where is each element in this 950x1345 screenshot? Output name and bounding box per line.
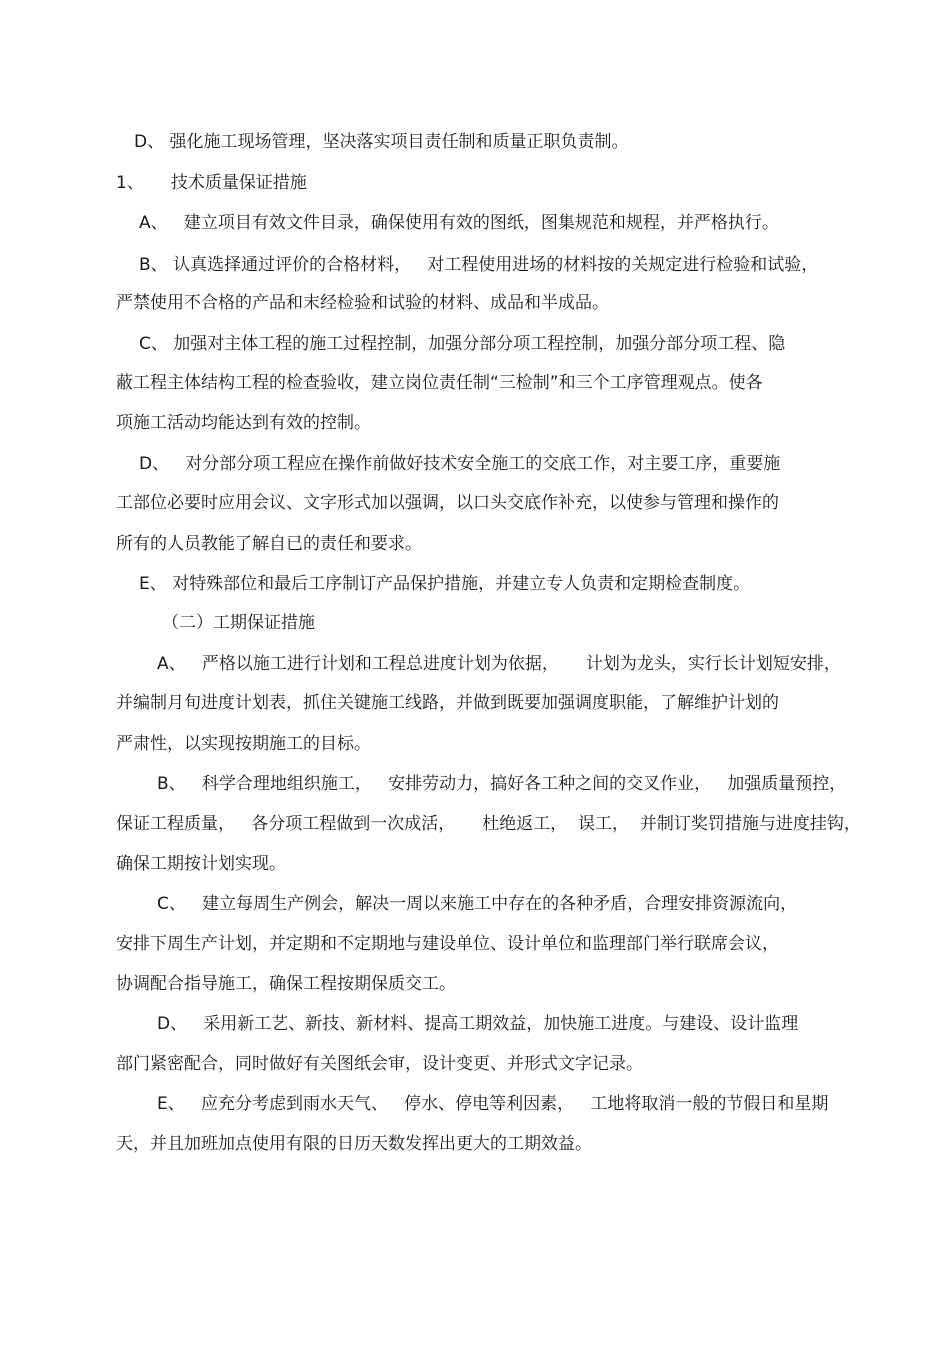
text-line: 安排下周生产计划，并定期和不定期地与建设单位、设计单位和监理部门举行联席会议， [116, 934, 779, 954]
section-heading: 1、 技术质量保证措施 [116, 173, 307, 193]
text-line: D、 采用新工艺、新技、新材料、提高工期效益，加快施工进度。与建设、设计监理 [157, 1014, 799, 1034]
text-line: A、 严格以施工进行计划和工程总进度计划为依据， 计划为龙头，实行长计划短安排， [157, 654, 841, 674]
text-line: E、 对特殊部位和最后工序制订产品保护措施，并建立专人负责和定期检查制度。 [139, 574, 751, 594]
text-line: 项施工活动均能达到有效的控制。 [116, 413, 371, 433]
text-line: 协调配合指导施工，确保工程按期保质交工。 [116, 974, 456, 994]
text-line: D、 对分部分项工程应在操作前做好技术安全施工的交底工作，对主要工序，重要施 [139, 454, 781, 474]
text-line: E、 应充分考虑到雨水天气、 停水、停电等利因素， 工地将取消一般的节假日和星期 [157, 1094, 829, 1114]
text-line: 工部位必要时应用会议、文字形式加以强调，以口头交底作补充，以使参与管理和操作的 [116, 493, 779, 513]
text-line: A、 建立项目有效文件目录，确保使用有效的图纸，图集规范和规程，并严格执行。 [139, 213, 779, 233]
text-line: 蔽工程主体结构工程的检查验收，建立岗位责任制“三检制”和三个工序管理观点。使各 [116, 373, 763, 393]
section-heading: （二）工期保证措施 [162, 613, 315, 633]
text-line: 严肃性，以实现按期施工的目标。 [116, 734, 371, 754]
text-line: C、 加强对主体工程的施工过程控制，加强分部分项工程控制，加强分部分项工程、隐 [139, 334, 786, 354]
text-line: B、 科学合理地组织施工， 安排劳动力，搞好各工种之间的交叉作业， 加强质量预控， [157, 774, 847, 794]
text-line: B、 认真选择通过评价的合格材料， 对工程使用进场的材料按的关规定进行检验和试验， [139, 255, 819, 275]
text-line: D、 强化施工现场管理，坚决落实项目责任制和质量正职负责制。 [134, 132, 629, 152]
text-line: C、 建立每周生产例会，解决一周以来施工中存在的各种矛盾，合理安排资源流向， [157, 894, 798, 914]
text-line: 部门紧密配合，同时做好有关图纸会审，设计变更、并形式文字记录。 [116, 1054, 643, 1074]
text-line: 严禁使用不合格的产品和末经检验和试验的材料、成品和半成品。 [116, 293, 609, 313]
text-line: 并编制月旬进度计划表，抓住关键施工线路，并做到既要加强调度职能，了解维护计划的 [116, 693, 779, 713]
text-line: 保证工程质量， 各分项工程做到一次成活， 杜绝返工， 误工， 并制订奖罚措施与进度挂钩， [116, 814, 861, 834]
text-line: 天，并且加班加点使用有限的日历天数发挥出更大的工期效益。 [116, 1134, 592, 1154]
text-line: 确保工期按计划实现。 [116, 854, 286, 874]
text-line: 所有的人员教能了解自已的责任和要求。 [116, 534, 422, 554]
